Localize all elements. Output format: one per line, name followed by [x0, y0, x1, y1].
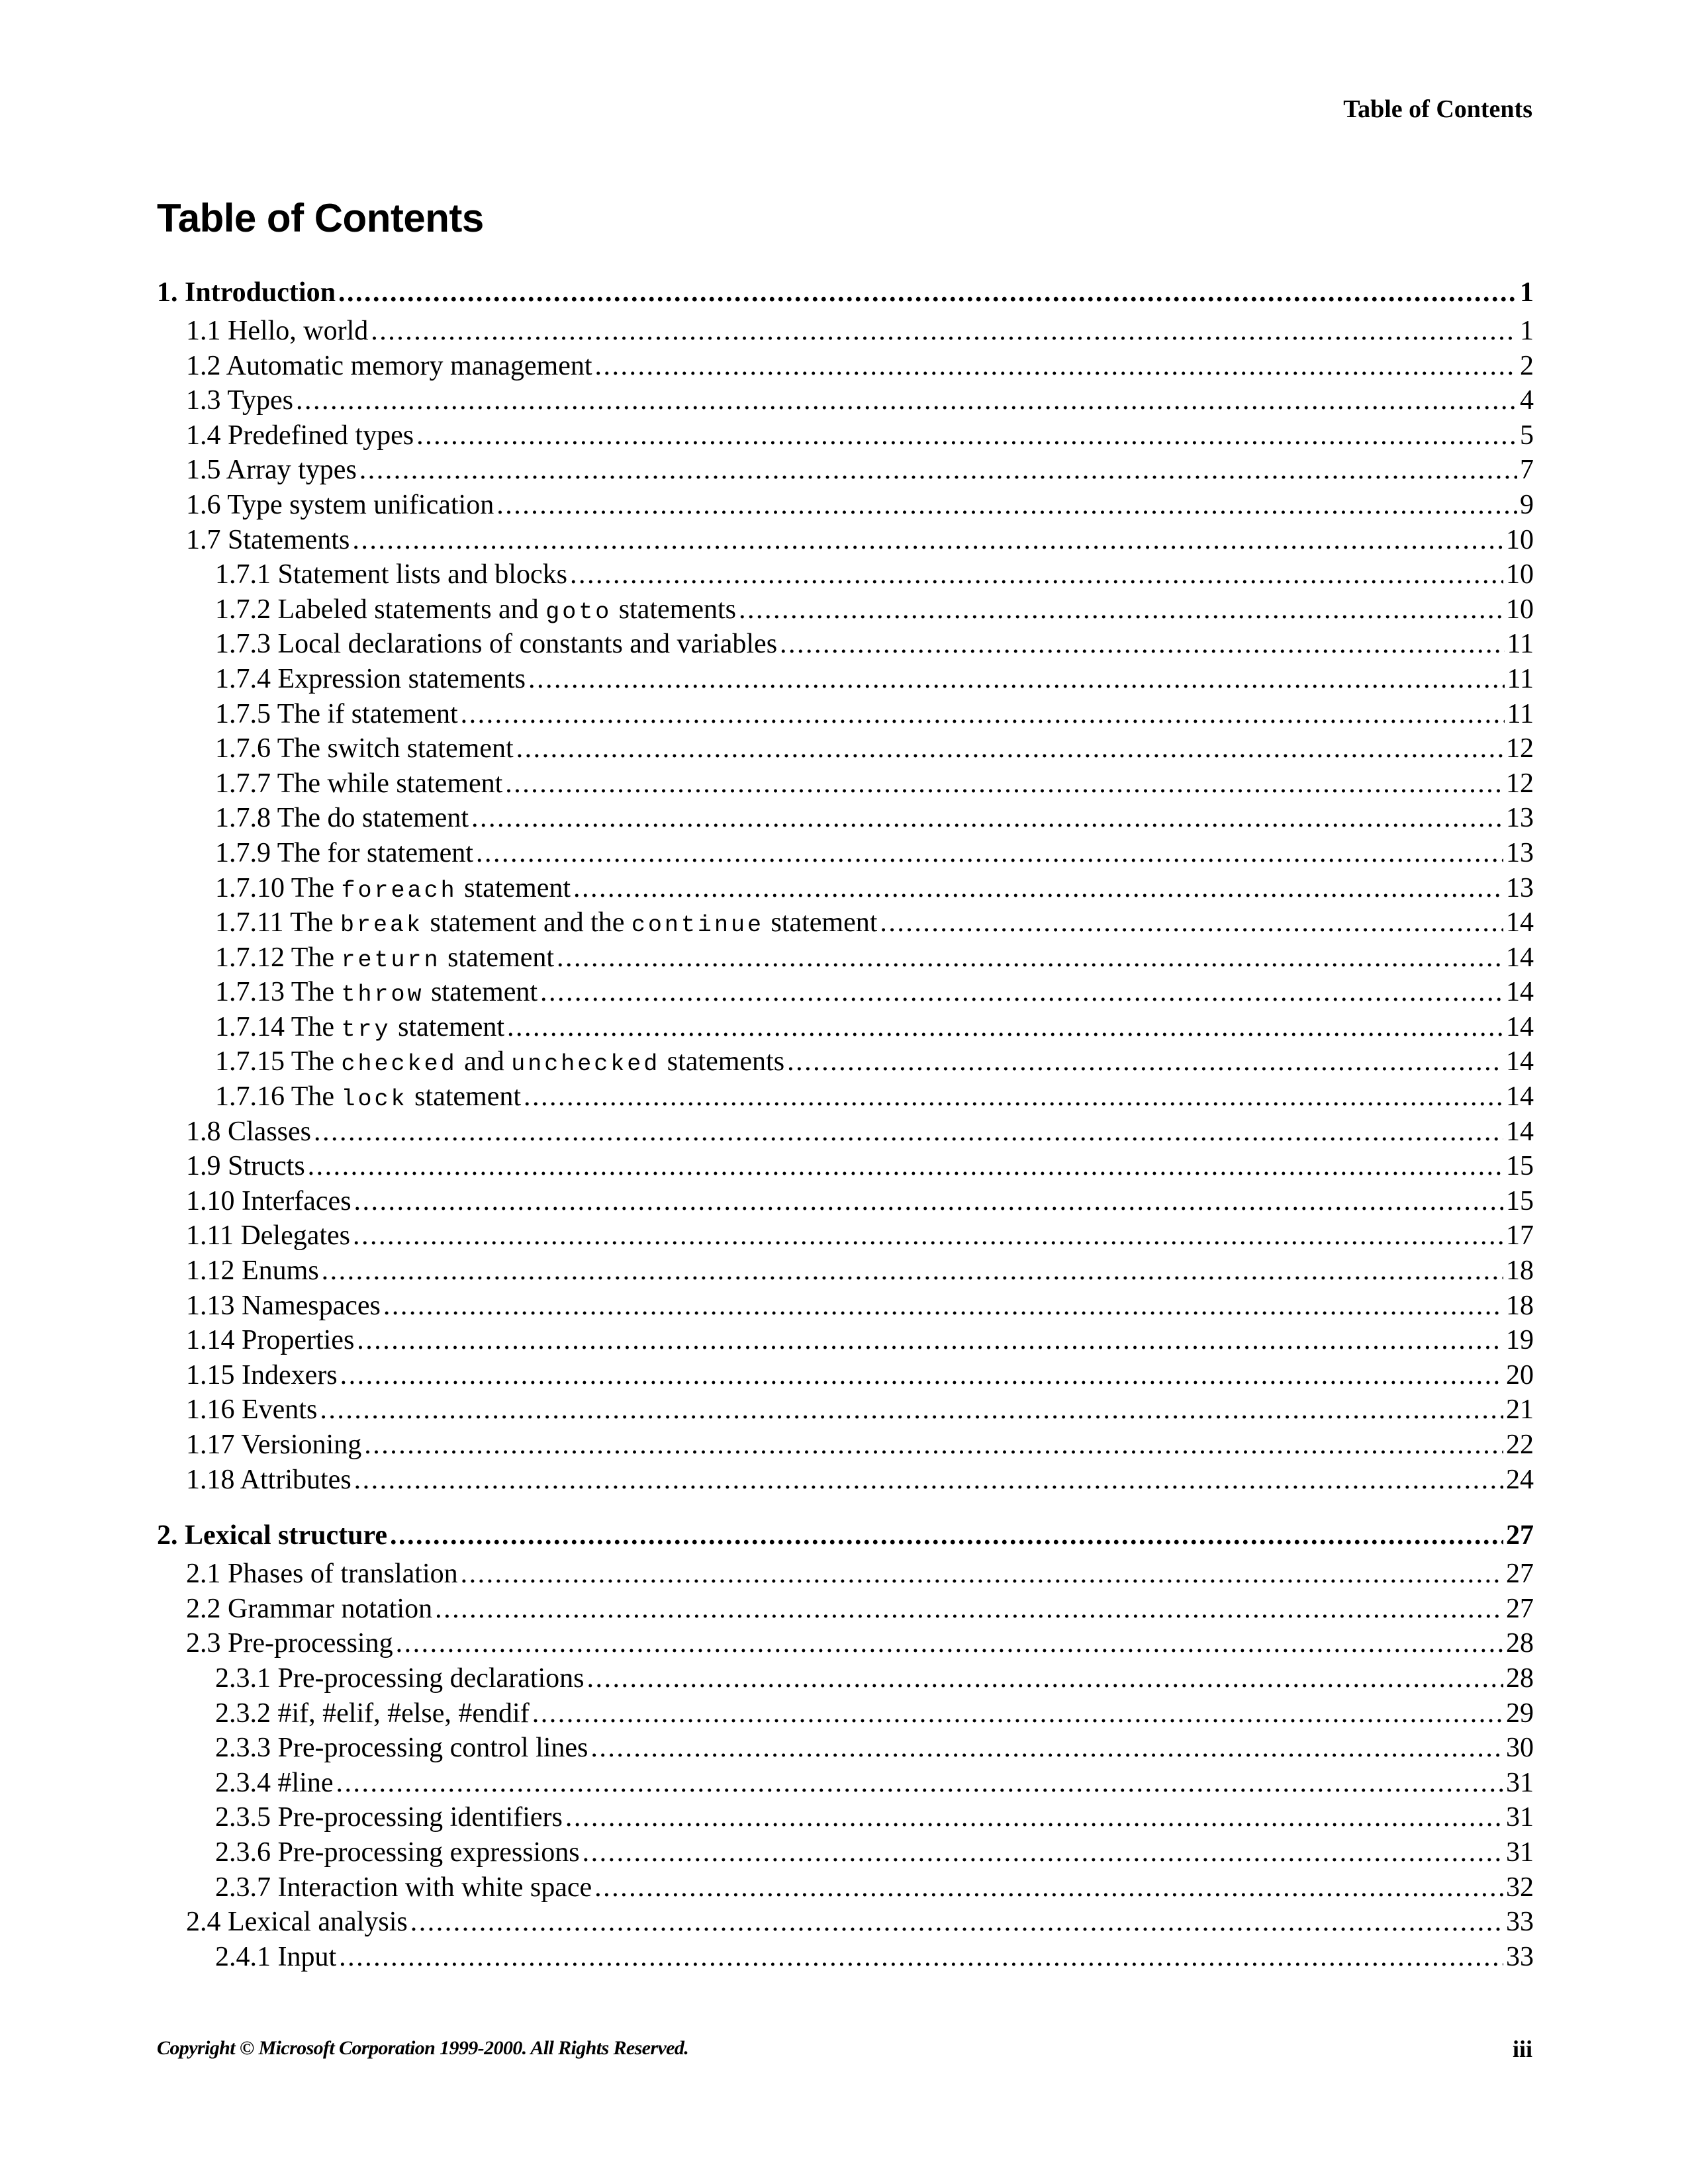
toc-entry[interactable]	[157, 1835, 1534, 1870]
toc-entry[interactable]	[157, 940, 1534, 976]
toc-page-number: 10	[1506, 594, 1534, 625]
toc-entry-title: 2.4 Lexical analysis	[186, 1907, 408, 1938]
toc-page-number: 15	[1506, 1185, 1534, 1216]
toc-entry-title: 1.4 Predefined types	[186, 420, 414, 451]
toc-page-number: 31	[1506, 1767, 1534, 1798]
toc-page-number: 31	[1506, 1802, 1534, 1833]
toc-entry-title: 1.10 Interfaces	[186, 1185, 352, 1216]
toc-page-number: 15	[1506, 1151, 1534, 1182]
title-text: statement and the	[423, 907, 632, 938]
code-keyword: goto	[545, 598, 612, 625]
dot-leader	[787, 1044, 1503, 1079]
toc-entry-title: 2.4.1 Input	[215, 1941, 337, 1972]
title-text: statement	[407, 1081, 522, 1113]
toc-entry-title: 2.3.6 Pre-processing expressions	[215, 1837, 580, 1868]
code-keyword: foreach	[341, 877, 457, 904]
toc-entry[interactable]	[157, 523, 1534, 558]
dot-leader	[570, 557, 1503, 592]
toc-entry-title: 2.3.1 Pre-processing declarations	[215, 1662, 585, 1694]
toc-entry[interactable]	[157, 1392, 1534, 1428]
toc-page-number: 28	[1506, 1628, 1534, 1659]
toc-entry-title	[215, 975, 538, 1013]
toc-page-number: 12	[1506, 768, 1534, 799]
toc-page-number: 22	[1506, 1430, 1534, 1460]
toc-entry[interactable]	[157, 1115, 1534, 1150]
toc-entry[interactable]	[157, 1557, 1534, 1592]
toc-entry-title: 1.7.3 Local declarations of constants and variables	[215, 629, 778, 660]
toc-page-number: 14	[1506, 1011, 1534, 1042]
toc-page-number: 2	[1520, 350, 1534, 381]
dot-leader	[507, 1010, 1503, 1045]
dot-leader	[780, 627, 1505, 662]
toc-entry[interactable]	[157, 836, 1534, 871]
toc-page-number: 1	[1520, 316, 1534, 346]
code-keyword: unchecked	[511, 1051, 661, 1078]
toc-entry[interactable]	[157, 592, 1534, 627]
page-title: Table of Contents	[157, 196, 484, 240]
toc-entry[interactable]	[157, 1044, 1534, 1079]
toc-page-number: 11	[1507, 663, 1534, 694]
toc-entry-title: 2.3.5 Pre-processing identifiers	[215, 1802, 563, 1833]
toc-entry-title: 1.11 Delegates	[186, 1220, 351, 1251]
dot-leader	[353, 1218, 1503, 1253]
toc-page-number: 11	[1507, 629, 1534, 660]
dot-leader	[739, 592, 1503, 627]
toc-entry[interactable]	[157, 1800, 1534, 1835]
toc-entry-title: 1.16 Events	[186, 1394, 318, 1426]
toc-page-number: 27	[1506, 1559, 1534, 1590]
code-keyword: return	[341, 946, 441, 974]
toc-entry-title: 1.14 Properties	[186, 1325, 355, 1356]
title-text: statement	[391, 1011, 505, 1042]
code-keyword: try	[341, 1016, 391, 1043]
toc-page-number: 31	[1506, 1837, 1534, 1868]
toc-entry-title: 1.13 Namespaces	[186, 1290, 381, 1321]
toc-page-number: 30	[1506, 1733, 1534, 1764]
toc-page-number: 17	[1506, 1220, 1534, 1251]
toc-page-number: 14	[1506, 907, 1534, 938]
toc-chapter-entry[interactable]	[157, 271, 1534, 314]
toc-entry-title: 1.7.4 Expression statements	[215, 663, 526, 694]
toc-page-number: 32	[1506, 1872, 1534, 1903]
title-text: 1.7.12 The	[215, 942, 342, 973]
toc-entry-title: 2.3.7 Interaction with white space	[215, 1872, 592, 1903]
title-text: 1.7.13 The	[215, 977, 342, 1008]
toc-page-number: 20	[1506, 1359, 1534, 1390]
toc-entry[interactable]	[157, 1184, 1534, 1219]
code-keyword: checked	[341, 1051, 457, 1078]
toc-entry[interactable]	[157, 662, 1534, 697]
title-text: and	[457, 1046, 512, 1077]
dot-leader	[416, 418, 1517, 453]
dot-leader	[587, 1661, 1503, 1696]
dot-leader	[354, 1184, 1503, 1219]
toc-entry-title: 2.1 Phases of translation	[186, 1559, 458, 1590]
toc-entry-title: 1.17 Versioning	[186, 1430, 362, 1460]
toc-entry[interactable]	[157, 1463, 1534, 1498]
toc-entry[interactable]	[157, 453, 1534, 488]
title-text: statements	[660, 1046, 785, 1077]
toc-entry-title: 2.2 Grammar notation	[186, 1593, 433, 1624]
dot-leader	[461, 1557, 1503, 1592]
toc-page-number: 19	[1506, 1325, 1534, 1356]
toc-entry-title: 1.7.1 Statement lists and blocks	[215, 559, 567, 590]
title-text: 1.7.10 The	[215, 872, 342, 903]
toc-entry-title: 1.12 Enums	[186, 1255, 319, 1287]
dot-leader	[364, 1428, 1503, 1463]
toc-entry[interactable]	[157, 697, 1534, 732]
title-text: 1.7.14 The	[215, 1011, 342, 1042]
toc-page-number: 11	[1507, 698, 1534, 729]
toc-entry[interactable]	[157, 1731, 1534, 1766]
toc-entry[interactable]	[157, 349, 1534, 384]
toc-entry-title: 1.9 Structs	[186, 1151, 305, 1182]
dot-leader	[410, 1905, 1503, 1940]
dot-leader	[340, 1358, 1503, 1393]
dot-leader	[308, 1149, 1503, 1184]
dot-leader	[352, 523, 1503, 558]
toc-entry[interactable]	[157, 1149, 1534, 1184]
dot-leader	[314, 1115, 1503, 1150]
toc-entry-title: 1.5 Array types	[186, 455, 357, 486]
dot-leader	[594, 1870, 1503, 1905]
dot-leader	[476, 836, 1503, 871]
code-keyword: continue	[631, 912, 764, 939]
toc-page-number: 14	[1506, 942, 1534, 973]
toc-entry-title	[215, 1010, 504, 1048]
dot-leader	[396, 1626, 1503, 1661]
toc-page-number: 10	[1506, 559, 1534, 590]
dot-leader	[383, 1289, 1503, 1324]
dot-leader	[524, 1079, 1503, 1115]
code-keyword: break	[340, 912, 424, 939]
dot-leader	[371, 314, 1517, 349]
toc-entry[interactable]	[157, 627, 1534, 662]
toc-entry-title: 1.7.5 The if statement	[215, 698, 458, 729]
toc-chapter	[157, 271, 1534, 1497]
toc-entry[interactable]	[157, 383, 1534, 418]
toc-entry-title	[215, 940, 554, 978]
dot-leader	[880, 905, 1503, 940]
dot-leader	[532, 1696, 1503, 1731]
toc-page-number: 13	[1506, 872, 1534, 903]
toc-entry-title	[215, 871, 571, 909]
toc-entry-title: 1.18 Attributes	[186, 1464, 352, 1495]
toc-entry[interactable]	[157, 1323, 1534, 1358]
dot-leader	[357, 1323, 1503, 1358]
dot-leader	[339, 1940, 1503, 1975]
running-header: Table of Contents	[1343, 95, 1532, 123]
toc-entry[interactable]	[157, 314, 1534, 349]
toc-entry-title: 1.2 Automatic memory management	[186, 350, 592, 381]
dot-leader	[322, 1253, 1503, 1289]
toc-page-number: 14	[1506, 1081, 1534, 1113]
toc-page-number: 5	[1520, 420, 1534, 451]
toc-page-number: 12	[1506, 733, 1534, 764]
title-text: 1.7.16 The	[215, 1081, 342, 1113]
toc-entry[interactable]	[157, 488, 1534, 523]
toc-page-number: 7	[1520, 455, 1534, 486]
toc-page-number: 14	[1506, 977, 1534, 1008]
toc-chapter-entry[interactable]	[157, 1514, 1534, 1557]
dot-leader	[296, 383, 1517, 418]
dot-leader	[583, 1835, 1503, 1870]
toc-page-number: 18	[1506, 1255, 1534, 1287]
title-text: 1.7.11 The	[215, 907, 340, 938]
toc-page-number: 1	[1520, 277, 1534, 308]
toc-page-number: 18	[1506, 1290, 1534, 1321]
footer-page-number: iii	[1512, 2036, 1532, 2062]
toc-page-number: 27	[1506, 1593, 1534, 1624]
dot-leader	[505, 766, 1503, 801]
dot-leader	[354, 1463, 1503, 1498]
toc-entry-title	[215, 1044, 784, 1082]
toc-page-number: 24	[1506, 1464, 1534, 1495]
toc-page-number: 9	[1520, 489, 1534, 520]
title-text: statement	[763, 907, 878, 938]
toc-entry-title: 1.8 Classes	[186, 1116, 311, 1147]
toc-entry[interactable]	[157, 418, 1534, 453]
toc-entry-title	[215, 1079, 521, 1117]
toc-entry-title: 1.1 Hello, world	[186, 316, 369, 346]
toc-entry[interactable]	[157, 1358, 1534, 1393]
dot-leader	[590, 1731, 1503, 1766]
toc-entry[interactable]	[157, 1870, 1534, 1905]
toc-entry[interactable]	[157, 975, 1534, 1010]
code-keyword: lock	[341, 1086, 408, 1113]
toc-page-number: 33	[1506, 1941, 1534, 1972]
toc-entry[interactable]	[157, 1253, 1534, 1289]
toc-page-number: 28	[1506, 1662, 1534, 1694]
dot-leader	[516, 731, 1503, 766]
toc-page-number: 21	[1506, 1394, 1534, 1426]
toc-entry-title: 1.7 Statements	[186, 524, 350, 555]
toc-page-number: 4	[1520, 385, 1534, 416]
dot-leader	[435, 1592, 1503, 1627]
toc-page-number: 14	[1506, 1116, 1534, 1147]
toc-page-number: 13	[1506, 837, 1534, 868]
toc-entry-title: 1.7.7 The while statement	[215, 768, 503, 799]
toc-entry-title: 2.3.3 Pre-processing control lines	[215, 1733, 588, 1764]
toc-entry-title: 1.7.8 The do statement	[215, 803, 469, 834]
dot-leader	[565, 1800, 1503, 1835]
toc-entry[interactable]	[157, 1661, 1534, 1696]
toc-entry-title: 1.3 Types	[186, 385, 293, 416]
title-text: 1.7.15 The	[215, 1046, 342, 1077]
toc-entry[interactable]	[157, 1626, 1534, 1661]
dot-leader	[336, 1766, 1503, 1801]
toc-page-number: 10	[1506, 524, 1534, 555]
dot-leader	[540, 975, 1503, 1010]
toc-entry-title	[215, 592, 736, 630]
toc-entry[interactable]	[157, 731, 1534, 766]
title-text: statement	[440, 942, 555, 973]
toc-entry[interactable]	[157, 766, 1534, 801]
toc-entry-title: 2.3 Pre-processing	[186, 1628, 393, 1659]
dot-leader	[557, 940, 1503, 976]
toc-entry-title: 1.7.6 The switch statement	[215, 733, 514, 764]
toc-entry[interactable]	[157, 1766, 1534, 1801]
code-keyword: throw	[341, 981, 424, 1009]
toc-entry-title: 1.15 Indexers	[186, 1359, 338, 1390]
toc-entry[interactable]	[157, 801, 1534, 836]
toc-page-number: 13	[1506, 803, 1534, 834]
toc-entry-title: 1. Introduction	[157, 277, 336, 308]
title-text: 1.7.2 Labeled statements and	[215, 594, 546, 625]
dot-leader	[595, 349, 1517, 384]
toc-entry[interactable]	[157, 1079, 1534, 1115]
toc-entry-title: 2.3.2 #if, #elif, #else, #endif	[215, 1698, 530, 1729]
dot-leader	[390, 1514, 1503, 1557]
dot-leader	[338, 271, 1517, 314]
toc-entry-title: 1.6 Type system unification	[186, 489, 494, 520]
toc-entry[interactable]	[157, 1940, 1534, 1975]
title-text: statement	[457, 872, 571, 903]
title-text: statements	[612, 594, 736, 625]
table-of-contents	[157, 271, 1534, 1974]
dot-leader	[528, 662, 1505, 697]
toc-entry[interactable]	[157, 1592, 1534, 1627]
toc-chapter	[157, 1514, 1534, 1974]
dot-leader	[461, 697, 1505, 732]
toc-entry[interactable]	[157, 905, 1534, 940]
toc-entry-title	[215, 905, 877, 943]
toc-entry[interactable]	[157, 557, 1534, 592]
toc-page-number: 27	[1506, 1520, 1534, 1551]
footer-copyright: Copyright © Microsoft Corporation 1999-2000. All Rights Reserved.	[157, 2037, 689, 2059]
toc-entry[interactable]	[157, 1010, 1534, 1045]
toc-entry[interactable]	[157, 871, 1534, 906]
toc-page-number: 33	[1506, 1907, 1534, 1938]
toc-entry[interactable]	[157, 1218, 1534, 1253]
toc-entry-title: 1.7.9 The for statement	[215, 837, 473, 868]
title-text: statement	[424, 977, 538, 1008]
dot-leader	[359, 453, 1517, 488]
toc-entry-title: 2.3.4 #line	[215, 1767, 334, 1798]
toc-entry-title: 2. Lexical structure	[157, 1520, 387, 1551]
dot-leader	[320, 1392, 1503, 1428]
dot-leader	[496, 488, 1517, 523]
toc-entry[interactable]	[157, 1428, 1534, 1463]
toc-entry[interactable]	[157, 1696, 1534, 1731]
toc-entry[interactable]	[157, 1289, 1534, 1324]
dot-leader	[471, 801, 1503, 836]
dot-leader	[573, 871, 1503, 906]
toc-page-number: 29	[1506, 1698, 1534, 1729]
toc-entry[interactable]	[157, 1905, 1534, 1940]
toc-page-number: 14	[1506, 1046, 1534, 1077]
